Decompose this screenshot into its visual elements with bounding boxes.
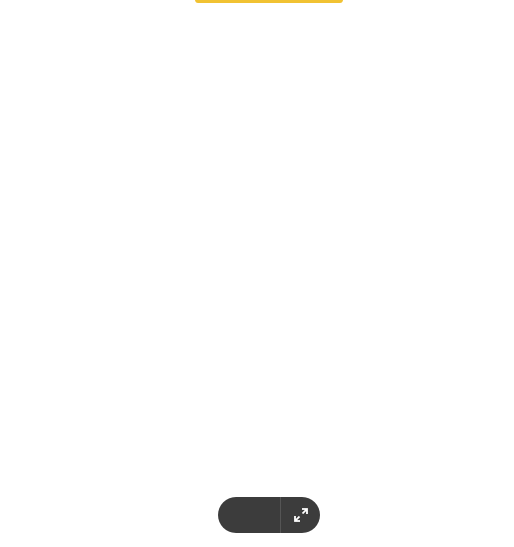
top-accent-bar [195,0,343,3]
fullscreen-button[interactable] [281,508,320,522]
page-navigator [218,497,320,533]
expand-icon [294,508,308,522]
document-page [62,6,507,12]
